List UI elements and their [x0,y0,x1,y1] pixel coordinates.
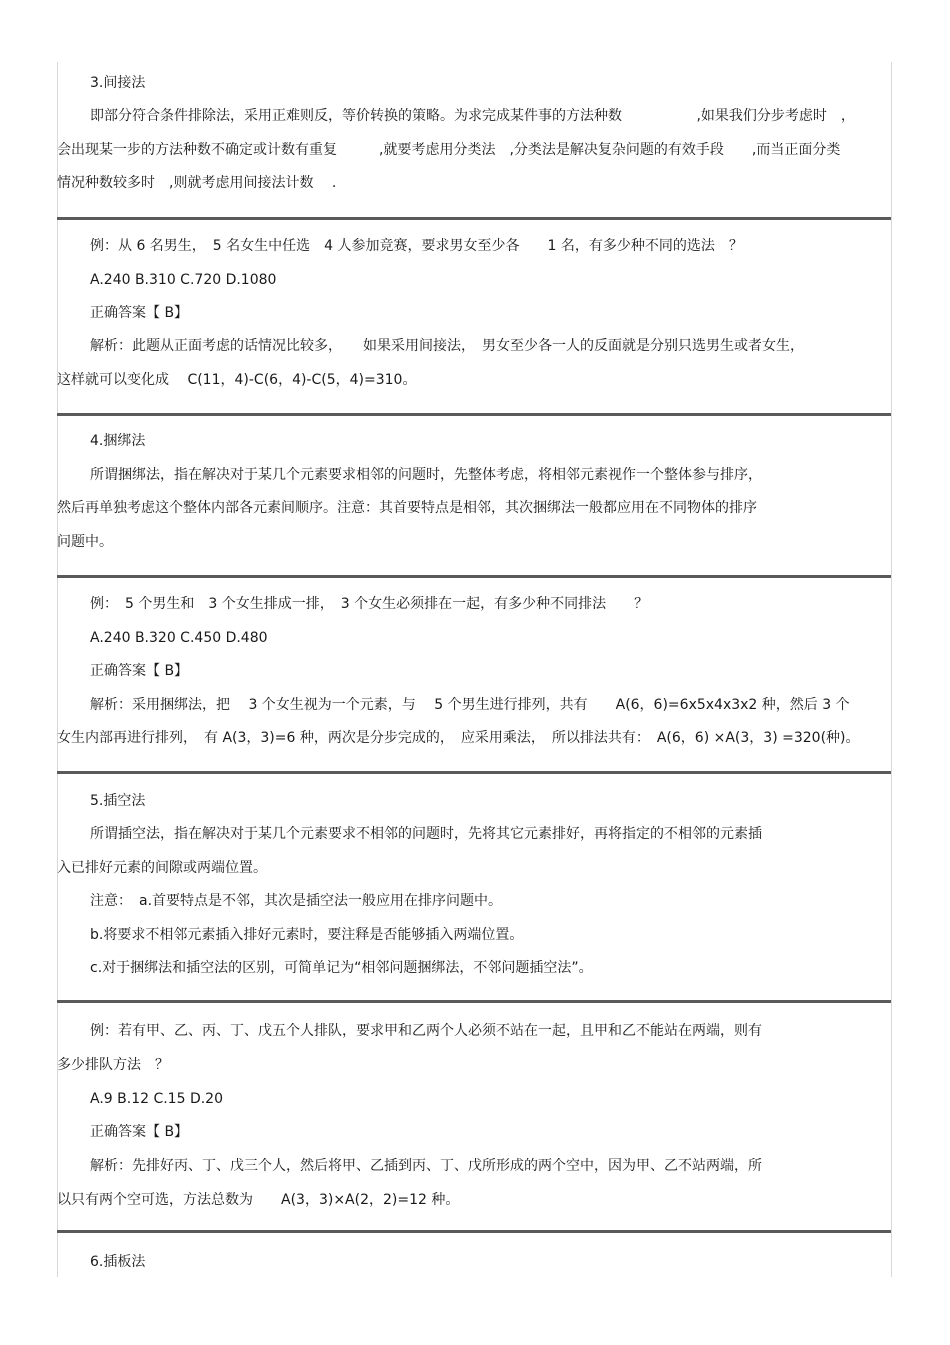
example-2-answer: 正确答案【 B】 [90,663,189,679]
section-3-line-2: 会出现某一步的方法种数不确定或计数有重复 ,就要考虑用分类法 ,分类法是解决复杂问题的有效手段 ,而当正面分类 [57,142,841,158]
section-3-line-1: 即部分符合条件排除法，采用正难则反，等价转换的策略。为求完成某件事的方法种数 ,如果我们分步考虑时 ， [90,108,855,124]
example-1-answer: 正确答案【 B】 [90,305,189,321]
left-margin-rule [57,62,58,1277]
section-4-line-2: 然后再单独考虑这个整体内部各元素间顺序。注意：其首要特点是相邻，其次捆绑法一般都应用在不同物体的排序 [57,500,757,516]
section-6-title: 6.插板法 [90,1254,146,1270]
section-5-line-1: 所谓插空法，指在解决对于某几个元素要求不相邻的问题时，先将其它元素排好，再将指定的不相邻的元素插 [90,826,762,842]
example-2-question: 例： 5 个男生和 3 个女生排成一排， 3 个女生必须排在一起，有多少种不同排法 ？ [90,596,649,612]
example-2-options: A.240 B.320 C.450 D.480 [90,630,268,646]
example-3-options: A.9 B.12 C.15 D.20 [90,1091,223,1107]
divider [57,771,891,774]
example-2-analysis-1: 解析：采用捆绑法，把 3 个女生视为一个元素，与 5 个男生进行排列，共有 A(6，6)=6x5x4x3x2 种，然后 3 个 [90,697,850,713]
section-4-line-3: 问题中。 [57,534,113,550]
section-3-line-3: 情况种数较多时 ,则就考虑用间接法计数 . [57,175,337,191]
section-5-note-c: c.对于捆绑法和插空法的区别，可简单记为“相邻问题捆绑法，不邻问题插空法”。 [90,960,593,976]
divider [57,575,891,578]
divider [57,1230,891,1233]
example-3-question-2: 多少排队方法 ？ [57,1057,169,1073]
section-5-title: 5.插空法 [90,793,146,809]
example-1-question: 例：从 6 名男生， 5 名女生中任选 4 人参加竞赛，要求男女至少各 1 名，有多少种不同的选法 ？ [90,238,743,254]
section-5-line-2: 入已排好元素的间隙或两端位置。 [57,860,267,876]
divider [57,1000,891,1003]
section-3-title: 3.间接法 [90,75,146,91]
divider [57,413,891,416]
section-5-note-a: 注意： a.首要特点是不邻，其次是插空法一般应用在排序问题中。 [90,893,503,909]
example-1-options: A.240 B.310 C.720 D.1080 [90,272,277,288]
right-margin-rule [891,62,892,1277]
section-4-line-1: 所谓捆绑法，指在解决对于某几个元素要求相邻的问题时，先整体考虑，将相邻元素视作一个整体参与排序， [90,467,762,483]
example-3-analysis-1: 解析：先排好丙、丁、戊三个人，然后将甲、乙插到丙、丁、戊所形成的两个空中，因为甲、乙不站两端，所 [90,1158,762,1174]
example-3-answer: 正确答案【 B】 [90,1124,189,1140]
example-3-question-1: 例：若有甲、乙、丙、丁、戊五个人排队，要求甲和乙两个人必须不站在一起，且甲和乙不能站在两端，则有 [90,1023,762,1039]
section-4-title: 4.捆绑法 [90,433,146,449]
divider [57,217,891,220]
section-5-note-b: b.将要求不相邻元素插入排好元素时，要注释是否能够插入两端位置。 [90,927,524,943]
example-1-analysis-2: 这样就可以变化成 C(11，4)-C(6，4)-C(5，4)=310。 [57,372,417,388]
example-3-analysis-2: 以只有两个空可选，方法总数为 A(3，3)×A(2，2)=12 种。 [57,1192,460,1208]
example-2-analysis-2: 女生内部再进行排列， 有 A(3，3)=6 种，两次是分步完成的， 应采用乘法， 所以排法共有： A(6，6) ×A(3，3) =320(种)。 [57,730,860,746]
example-1-analysis-1: 解析：此题从正面考虑的话情况比较多， 如果采用间接法， 男女至少各一人的反面就是分别只选男生或者女生， [90,338,804,354]
